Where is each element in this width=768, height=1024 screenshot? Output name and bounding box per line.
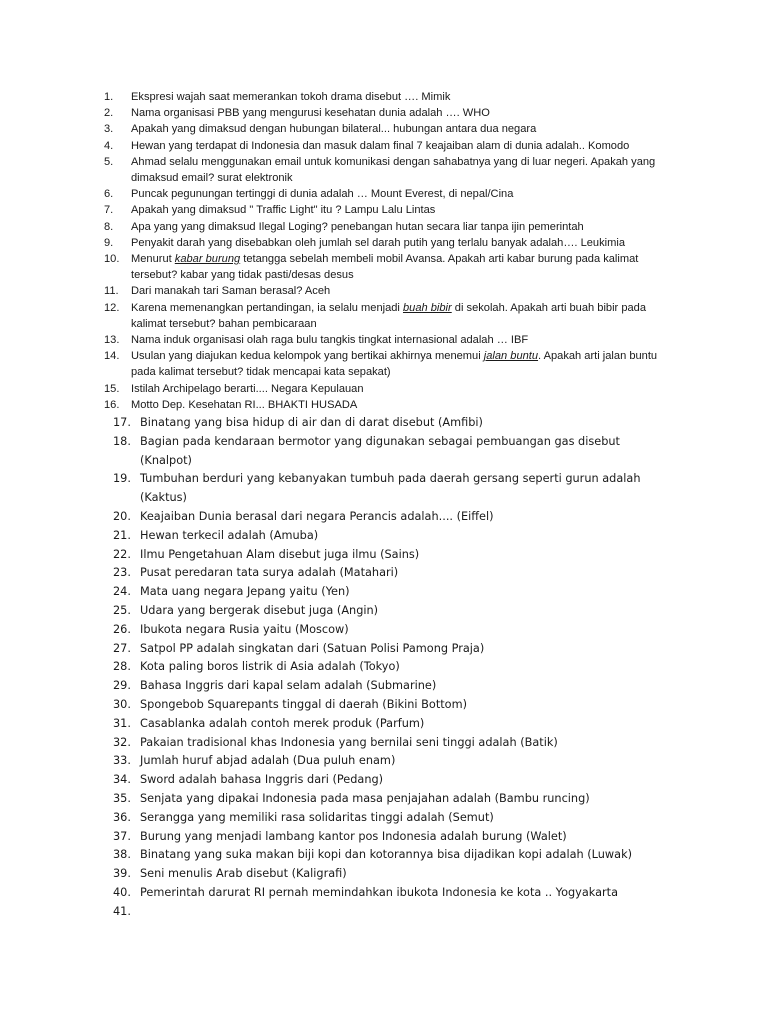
list-item xyxy=(113,865,653,884)
list-item xyxy=(113,583,653,602)
item-number: 27. xyxy=(113,641,131,655)
item-number: 13. xyxy=(104,334,120,347)
item-number: 2. xyxy=(104,107,114,120)
item-number: 12. xyxy=(104,301,120,314)
item-number: 22. xyxy=(113,547,131,561)
item-text: Ilmu Pengetahuan Alam disebut juga ilmu (Sains) xyxy=(140,547,420,561)
item-number: 23. xyxy=(113,566,131,580)
item-text-after: . Apakah arti jalan buntu pada kalimat tersebut? tidak mencapai kata sepakat) xyxy=(131,350,658,379)
item-number: 37. xyxy=(113,829,131,843)
item-number: 24. xyxy=(113,585,131,599)
item-number: 11. xyxy=(104,285,119,298)
list-item xyxy=(113,564,653,583)
item-text: Nama organisasi PBB yang mengurusi kesehatan dunia adalah …. WHO xyxy=(131,107,490,120)
list-item xyxy=(113,884,653,903)
list-item xyxy=(104,219,684,235)
list-item xyxy=(113,433,653,471)
item-text: Kota paling boros listrik di Asia adalah (Tokyo) xyxy=(140,660,400,674)
list-item xyxy=(104,186,684,202)
item-number: 32. xyxy=(113,735,131,749)
item-text: Ibukota negara Rusia yaitu (Moscow) xyxy=(140,622,349,636)
item-text: Apakah yang dimaksud " Traffic Light" itu ? Lampu Lalu Lintas xyxy=(131,204,436,217)
item-text-before: Usulan yang diajukan kedua kelompok yang bertikai akhirnya menemui xyxy=(131,350,484,363)
item-number: 35. xyxy=(113,791,131,805)
item-text: Pakaian tradisional khas Indonesia yang bernilai seni tinggi adalah (Batik) xyxy=(140,735,558,749)
list-item xyxy=(113,771,653,790)
item-number: 8. xyxy=(104,220,114,233)
item-number: 9. xyxy=(104,236,114,249)
list-item xyxy=(113,414,653,433)
list-item xyxy=(113,527,653,546)
item-underlined-phrase: buah bibir xyxy=(402,301,452,314)
item-number: 6. xyxy=(104,188,114,201)
item-number: 3. xyxy=(104,123,114,136)
item-text: Jumlah huruf abjad adalah (Dua puluh enam) xyxy=(140,754,396,768)
item-number: 16. xyxy=(104,398,120,411)
item-text: Apa yang yang dimaksud Ilegal Loging? penebangan hutan secara liar tanpa ijin pemerintah xyxy=(131,220,584,233)
item-number: 34. xyxy=(113,773,131,787)
item-number: 26. xyxy=(113,622,131,636)
item-number: 20. xyxy=(113,509,131,523)
item-text: Dari manakah tari Saman berasal? Aceh xyxy=(131,285,331,298)
item-text: Casablanka adalah contoh merek produk (Parfum) xyxy=(140,716,425,730)
item-number: 41. xyxy=(113,904,131,918)
list-item xyxy=(104,397,684,413)
item-number: 28. xyxy=(113,660,131,674)
item-text-after: di sekolah. Apakah arti buah bibir pada kalimat tersebut? bahan pembicaraan xyxy=(131,301,646,330)
item-number: 17. xyxy=(113,416,131,429)
list-item xyxy=(104,89,684,105)
item-text: Binatang yang suka makan biji kopi dan kotorannya bisa dijadikan kopi adalah (Luwak) xyxy=(140,848,633,862)
item-text-before: Karena memenangkan pertandingan, ia selalu menjadi xyxy=(131,301,403,314)
item-text: Sword adalah bahasa Inggris dari (Pedang) xyxy=(140,773,384,787)
item-text xyxy=(131,300,684,332)
item-number: 31. xyxy=(113,716,131,730)
list-item xyxy=(113,470,653,508)
item-text: Seni menulis Arab disebut (Kaligrafi) xyxy=(140,867,347,881)
item-text: Ahmad selalu menggunakan email untuk komunikasi dengan sahabatnya yang di luar negeri. Apakah yang dimaksud email? surat elektronik xyxy=(131,155,656,185)
item-number: 10. xyxy=(104,253,120,266)
item-text xyxy=(131,251,684,283)
list-item xyxy=(113,508,653,527)
list-item xyxy=(104,202,684,218)
item-number: 19. xyxy=(113,472,131,486)
list-item xyxy=(113,752,653,771)
item-number: 33. xyxy=(113,754,131,768)
list-item xyxy=(113,734,653,753)
item-text: Keajaiban Dunia berasal dari negara Perancis adalah.... (Eiffel) xyxy=(140,509,494,523)
list-item xyxy=(113,621,653,640)
item-text: Udara yang bergerak disebut juga (Angin) xyxy=(140,603,379,617)
list-item xyxy=(113,546,653,565)
list-item xyxy=(104,381,684,397)
list-item xyxy=(104,105,684,121)
list-item xyxy=(113,677,653,696)
item-text: Satpol PP adalah singkatan dari (Satuan Polisi Pamong Praja) xyxy=(140,641,485,655)
item-text: Nama induk organisasi olah raga bulu tangkis tingkat internasional adalah … IBF xyxy=(131,334,529,347)
item-text xyxy=(131,348,684,380)
question-list-part-2 xyxy=(113,414,653,918)
question-list-part-1 xyxy=(104,89,684,413)
list-item xyxy=(113,715,653,734)
item-number: 39. xyxy=(113,867,131,881)
list-item xyxy=(104,154,684,186)
item-text: Mata uang negara Jepang yaitu (Yen) xyxy=(140,585,350,599)
list-item xyxy=(104,300,684,332)
item-text: Binatang yang bisa hidup di air dan di darat disebut (Amfibi) xyxy=(140,416,483,429)
item-text: Hewan yang terdapat di Indonesia dan masuk dalam final 7 keajaiban alam di dunia adalah.. Komodo xyxy=(131,139,630,152)
list-item xyxy=(104,332,684,348)
item-text: Pusat peredaran tata surya adalah (Matahari) xyxy=(140,566,399,580)
item-text: Ekspresi wajah saat memerankan tokoh drama disebut …. Mimik xyxy=(131,91,451,103)
item-number: 36. xyxy=(113,810,131,824)
item-text: Spongebob Squarepants tinggal di daerah (Bikini Bottom) xyxy=(140,697,468,711)
list-item xyxy=(113,602,653,621)
list-item xyxy=(113,846,653,865)
list-item xyxy=(104,235,684,251)
list-item xyxy=(113,828,653,847)
item-text: Istilah Archipelago berarti.... Negara Kepulauan xyxy=(131,382,364,395)
item-text: Senjata yang dipakai Indonesia pada masa penjajahan adalah (Bambu runcing) xyxy=(140,791,590,805)
list-item xyxy=(104,283,684,299)
list-item xyxy=(113,640,653,659)
item-text: Bahasa Inggris dari kapal selam adalah (Submarine) xyxy=(140,679,437,693)
item-text-after: tetangga sebelah membeli mobil Avansa. Apakah arti kabar burung pada kalimat tersebut? kabar yang tidak pasti/desas desus xyxy=(131,253,639,282)
item-number: 1. xyxy=(104,91,114,103)
item-number: 7. xyxy=(104,204,114,217)
item-text: Hewan terkecil adalah (Amuba) xyxy=(140,528,319,542)
item-number: 29. xyxy=(113,679,131,693)
item-text: Motto Dep. Kesehatan RI... BHAKTI HUSADA xyxy=(131,398,358,411)
item-text-before: Menurut xyxy=(131,253,175,266)
item-number: 14. xyxy=(104,350,120,363)
item-text: Pemerintah darurat RI pernah memindahkan ibukota Indonesia ke kota .. Yogyakarta xyxy=(140,885,619,899)
item-number: 5. xyxy=(104,155,114,168)
item-text: Tumbuhan berduri yang kebanyakan tumbuh pada daerah gersang seperti gurun adalah (Kaktus) xyxy=(140,472,641,505)
item-underlined-phrase: kabar burung xyxy=(174,253,241,266)
item-number: 38. xyxy=(113,848,131,862)
list-item xyxy=(104,251,684,283)
list-item xyxy=(113,696,653,715)
item-text: Serangga yang memiliki rasa solidaritas tinggi adalah (Semut) xyxy=(140,810,494,824)
item-number: 18. xyxy=(113,434,131,448)
list-item xyxy=(104,121,684,137)
list-item xyxy=(113,658,653,677)
item-number: 25. xyxy=(113,603,131,617)
list-item xyxy=(113,790,653,809)
item-underlined-phrase: jalan buntu xyxy=(483,350,539,363)
item-number: 30. xyxy=(113,697,131,711)
item-text: Apakah yang dimaksud dengan hubungan bilateral... hubungan antara dua negara xyxy=(131,123,537,136)
list-item xyxy=(104,348,684,380)
item-text: Bagian pada kendaraan bermotor yang digunakan sebagai pembuangan gas disebut (Knalpot) xyxy=(140,434,620,467)
list-item xyxy=(104,138,684,154)
item-number: 15. xyxy=(104,382,120,395)
item-text: Penyakit darah yang disebabkan oleh jumlah sel darah putih yang terlalu banyak adalah…. Leukimia xyxy=(131,236,625,249)
item-number: 40. xyxy=(113,885,131,899)
item-number: 4. xyxy=(104,139,114,152)
item-number: 21. xyxy=(113,528,131,542)
list-item xyxy=(113,809,653,828)
item-text: Puncak pegunungan tertinggi di dunia adalah … Mount Everest, di nepal/Cina xyxy=(131,188,514,201)
item-text: Burung yang menjadi lambang kantor pos Indonesia adalah burung (Walet) xyxy=(140,829,567,843)
